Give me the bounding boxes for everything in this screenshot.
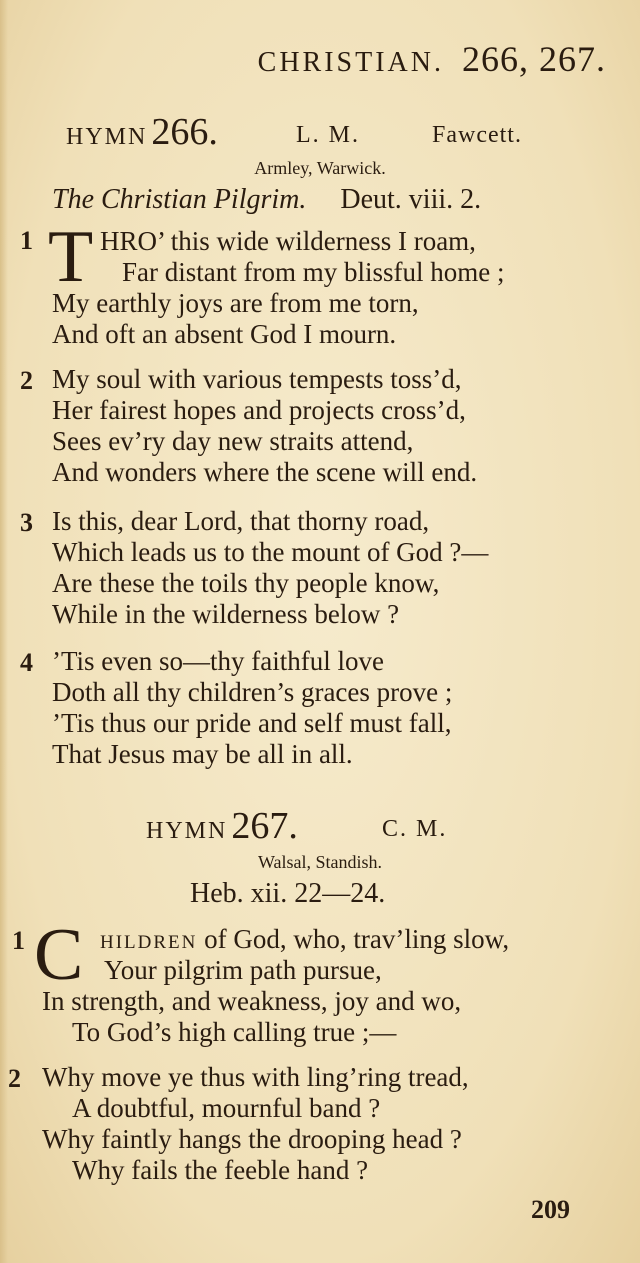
hymn-number: 267.	[231, 805, 298, 847]
verse-number: 3	[20, 508, 33, 537]
verse-line: My earthly joys are from me torn,	[52, 288, 419, 318]
hymn-267-reference: Heb. xii. 22—24.	[190, 878, 386, 909]
page-edge-shadow	[0, 0, 8, 1263]
verse-line: Sees ev’ry day new straits attend,	[52, 426, 414, 456]
verse-line: Are these the toils thy people know,	[52, 568, 440, 598]
verse-line: And oft an absent God I mourn.	[52, 319, 397, 349]
hymn-266-reference: Deut. viii. 2.	[340, 184, 482, 215]
verse-line: Doth all thy children’s graces prove ;	[52, 677, 453, 707]
verse-line: Is this, dear Lord, that thorny road,	[52, 506, 430, 536]
verse-line: While in the wilderness below ?	[52, 599, 400, 629]
verse-line: To God’s high calling true ;—	[72, 1017, 397, 1047]
verse-line: Why move ye thus with ling’ring tread,	[42, 1062, 469, 1092]
drop-cap: C	[34, 914, 84, 996]
running-head	[258, 38, 606, 80]
verse-number: 4	[20, 648, 33, 677]
verse-line: ’Tis even so—thy faithful love	[52, 646, 384, 676]
hymn-266-author: Fawcett.	[432, 122, 522, 148]
verse-line: A doubtful, mournful band ?	[72, 1093, 381, 1123]
hymn-label: HYMN	[66, 124, 148, 150]
verse-number: 1	[12, 926, 25, 955]
verse-line: Your pilgrim path pursue,	[104, 955, 382, 985]
verse-line: Which leads us to the mount of God ?—	[52, 537, 489, 567]
verse-line: ’Tis thus our pride and self must fall,	[52, 708, 452, 738]
hymn-label: HYMN	[146, 818, 228, 844]
verse-line-rest: of God, who, trav’ling slow,	[197, 924, 510, 954]
verse-line	[100, 924, 509, 955]
drop-cap: T	[48, 216, 94, 298]
page-number: 209	[531, 1195, 570, 1224]
verse-line: HRO’ this wide wilderness I roam,	[100, 226, 476, 256]
hymn-267-tunes: Walsal, Standish.	[257, 852, 383, 872]
hymn-266-tunes: Armley, Warwick.	[254, 158, 386, 178]
verse-line: Why faintly hangs the drooping head ?	[42, 1124, 462, 1154]
hymn-266-subtitle	[52, 184, 481, 216]
hymn-number: 266.	[151, 111, 218, 153]
hymn-266-title: The Christian Pilgrim.	[52, 184, 307, 215]
running-head-word: CHRISTIAN.	[257, 47, 444, 78]
verse-line: That Jesus may be all in all.	[52, 739, 353, 769]
verse-line: And wonders where the scene will end.	[52, 457, 478, 487]
verse-line: Far distant from my blissful home ;	[122, 257, 505, 287]
verse-line: In strength, and weakness, joy and wo,	[42, 986, 462, 1016]
running-head-numbers: 266, 267.	[462, 39, 606, 79]
verse-line: My soul with various tempests toss’d,	[52, 364, 462, 394]
hymn-267-meter: C. M.	[382, 816, 448, 842]
small-caps-word: HILDREN	[100, 932, 198, 953]
hymn-266-meter: L. M.	[296, 122, 360, 148]
verse-number: 2	[8, 1064, 21, 1093]
verse-number: 1	[20, 226, 33, 255]
verse-line: Why fails the feeble hand ?	[72, 1155, 369, 1185]
hymn-267-heading	[146, 804, 298, 848]
verse-number: 2	[20, 366, 33, 395]
verse-line: Her fairest hopes and projects cross’d,	[52, 395, 466, 425]
hymn-266-heading	[66, 110, 218, 154]
